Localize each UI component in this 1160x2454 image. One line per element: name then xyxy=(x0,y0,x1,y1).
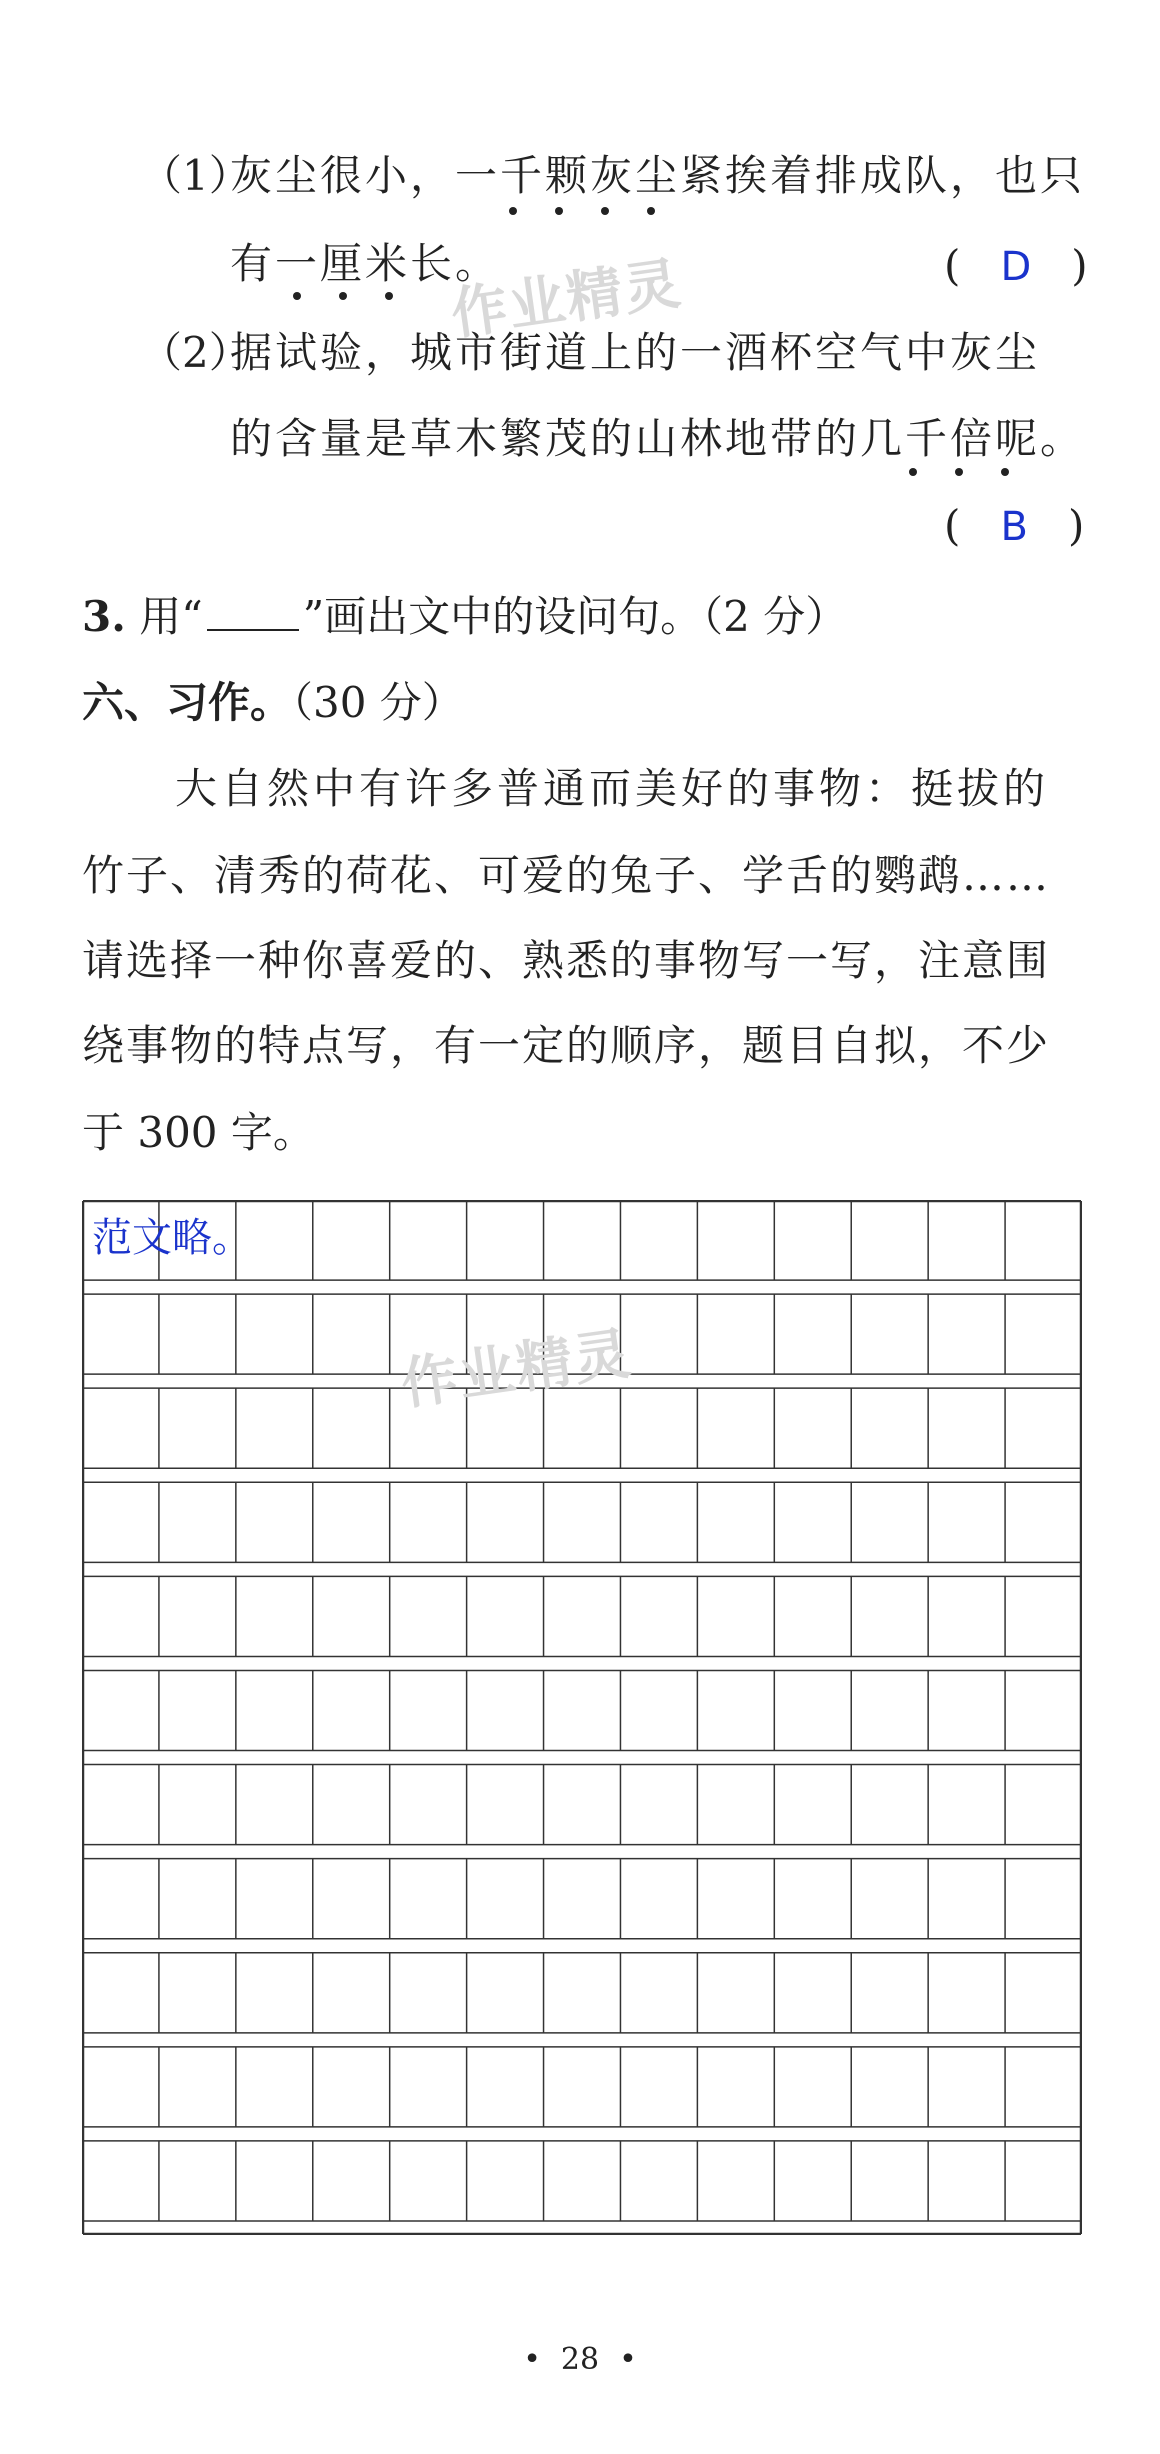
page-dot-right: • xyxy=(619,2342,637,2377)
page-number: 28 xyxy=(560,2342,600,2377)
q2-item2-line1: 据试验，城市街道上的一酒杯空气中灰尘 xyxy=(230,328,1041,377)
q2-item2-answer-bracket: ( B ) xyxy=(944,501,1085,550)
q2-item2-line2: 的含量是草木繁茂的山林地带的几千倍呢。 xyxy=(230,414,1086,463)
emphasis-dot xyxy=(601,207,609,215)
grid-note: 范文略。 xyxy=(92,1215,252,1261)
q3-number: 3. xyxy=(82,592,126,641)
emphasis-dot xyxy=(293,292,301,300)
watermark: 作业精灵 xyxy=(397,1321,637,1418)
q2-item1-line2: 有一厘米长。 xyxy=(230,239,501,288)
emphasis-dot xyxy=(909,468,917,476)
prompt-line-3: 请选择一种你喜爱的、熟悉的事物写一写，注意围 xyxy=(82,936,1051,985)
page-number-footer xyxy=(0,2342,1160,2377)
page-dot-left: • xyxy=(523,2342,541,2377)
emphasis-dot xyxy=(555,207,563,215)
q2-item1-number: （1） xyxy=(140,151,251,200)
emphasis-dot xyxy=(1001,468,1009,476)
prompt-line-4: 绕事物的特点写，有一定的顺序，题目自拟，不少 xyxy=(82,1021,1051,1070)
emphasis-dot xyxy=(955,468,963,476)
q2-item2-number: （2） xyxy=(140,328,251,377)
q2-item1-answer-bracket: ( D ) xyxy=(944,241,1088,290)
section6-heading: 六、习作。 xyxy=(82,678,293,727)
q2-item2-answer: B xyxy=(1000,504,1028,550)
q2-item1-answer: D xyxy=(1000,244,1032,290)
section6-title xyxy=(82,678,464,727)
emphasis-dot xyxy=(385,292,393,300)
emphasis-dot xyxy=(647,207,655,215)
prompt-line-5: 于 300 字。 xyxy=(82,1108,315,1157)
prompt-line-2: 竹子、清秀的荷花、可爱的兔子、学舌的鹦鹉…… xyxy=(82,851,1051,900)
q3-line xyxy=(82,592,848,641)
emphasis-dot xyxy=(509,207,517,215)
watermark: 作业精灵 xyxy=(447,251,687,348)
emphasis-dot xyxy=(339,292,347,300)
answer-blank xyxy=(207,599,299,631)
q3-suffix: ”画出文中的设问句。（2 分） xyxy=(302,592,848,641)
q2-item1-line1: 灰尘很小，一千颗灰尘紧挨着排成队，也只 xyxy=(230,151,1086,200)
section6-score: （30 分） xyxy=(292,678,464,727)
q3-prefix: 用“ xyxy=(139,592,203,641)
prompt-line-1: 大自然中有许多普通而美好的事物：挺拔的 xyxy=(175,764,1050,813)
